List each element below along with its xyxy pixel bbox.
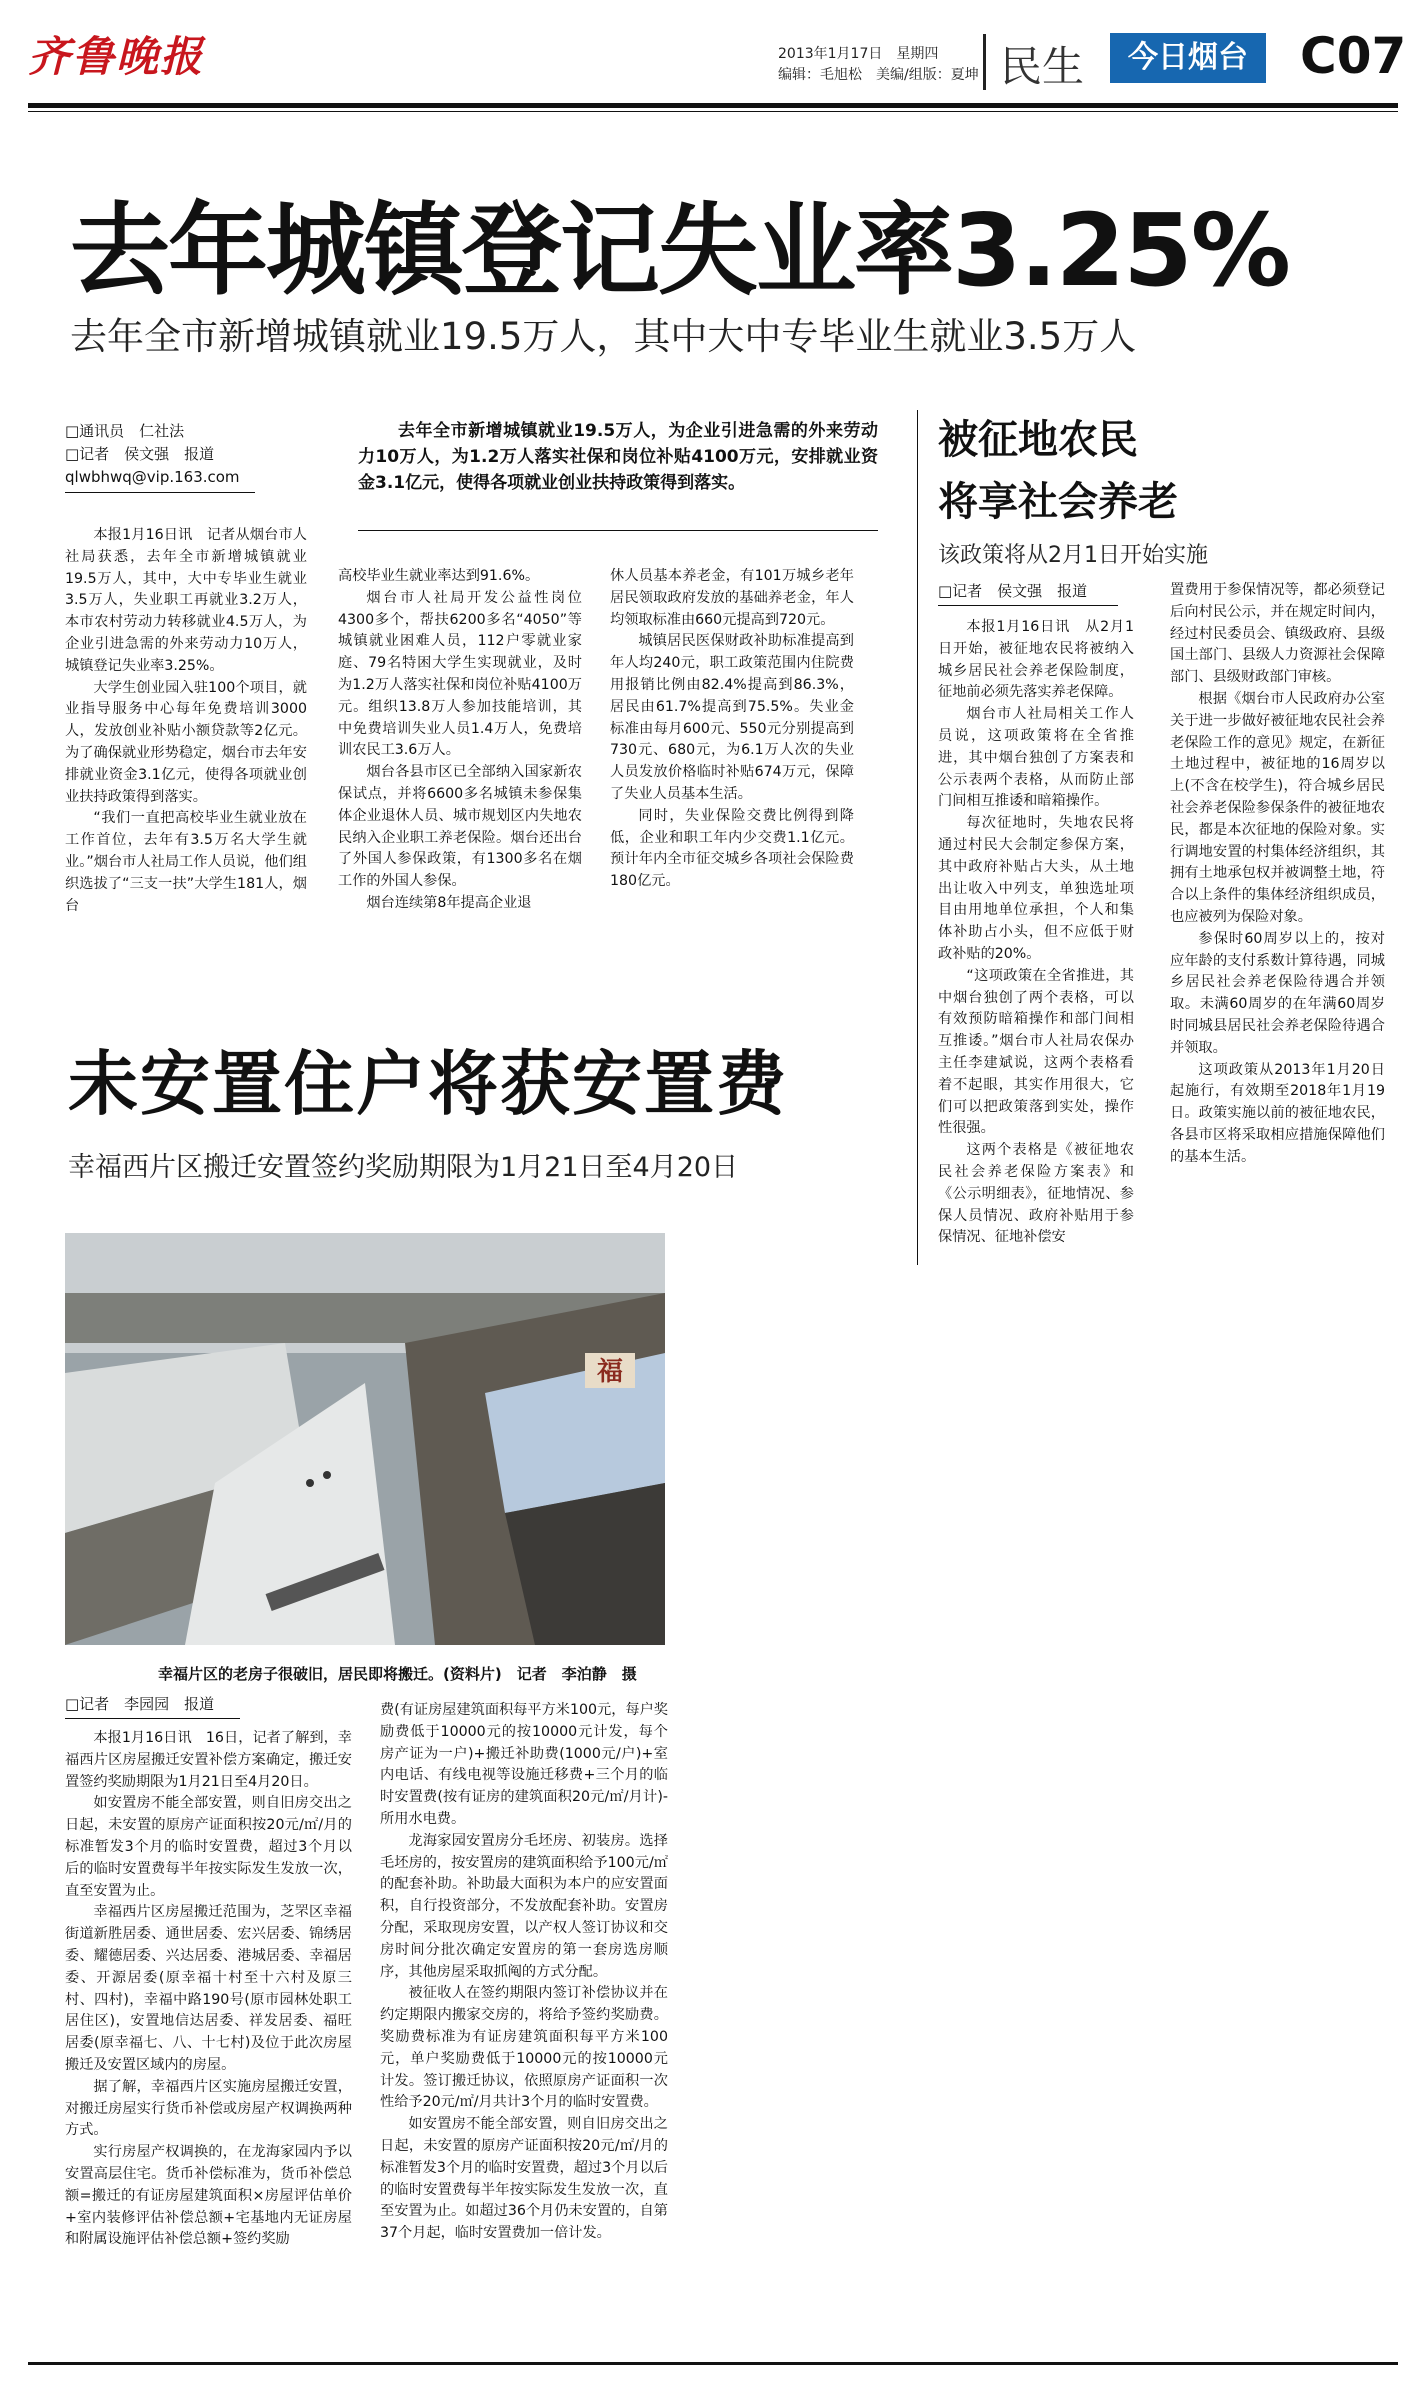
story2-column-2 (1170, 580, 1385, 1169)
issue-date: 2013年1月17日 星期四 (778, 46, 939, 62)
alley-photo-illustration (65, 1233, 665, 1645)
title-line: 将享社会养老 (938, 479, 1178, 525)
paragraph: 实行房屋产权调换的，在龙海家园内予以安置高层住宅。货币补偿标准为，货币补偿总额=搬迁的有证房屋建筑面积×房屋评估单价+室内装修评估补偿总额+宅基地内无证房屋和附属设施评估补偿总额+签约奖励 (65, 2144, 352, 2248)
paragraph: 本报1月16日讯 记者从烟台市人社局获悉，去年全市新增城镇就业19.5万人，其中，大中专毕业生就业3.5万人，失业职工再就业3.2万人，本市农村劳动力转移就业4.5万人，为企业引进急需的外来劳动力10万人，城镇登记失业率3.25%。 (65, 527, 307, 674)
paragraph: 幸福西片区房屋搬迁范围为，芝罘区幸福街道新胜居委、通世居委、宏兴居委、锦绣居委、耀德居委、兴达居委、港城居委、幸福居委、开源居委(原幸福十村至十六村及原三村、四村)，幸福中路190号(原市园林处职工居住区)，安置地信达居委、祥发居委、福旺居委(原幸福七、八、十七村)及位于此次房屋搬迁及安置区域内的房屋。 (65, 1904, 352, 2073)
byline-line: □通讯员 仁社法 (65, 422, 185, 440)
paragraph: 如安置房不能全部安置，则自旧房交出之日起，未安置的原房产证面积按20元/㎡/月的标准暂发3个月的临时安置费，超过3个月以后的临时安置费每半年按实际发生发放一次，直至安置为止。 (65, 1795, 352, 1899)
story3-column-2 (380, 1700, 668, 2245)
column-divider (917, 410, 918, 1265)
paragraph: 本报1月16日讯 16日，记者了解到，幸福西片区房屋搬迁安置补偿方案确定，搬迁安置签约奖励期限为1月21日至4月20日。 (65, 1730, 352, 1790)
story2-column-1 (938, 617, 1134, 1249)
story2-subhead: 该政策将从2月1日开始实施 (938, 543, 1208, 568)
story3-byline: □记者 李园园 报道 (65, 1695, 215, 1713)
story2-byline: □记者 侯文强 报道 (938, 582, 1088, 600)
story1-column-1 (65, 525, 307, 917)
paragraph: 烟台市人社局相关工作人员说，这项政策将在全省推进，其中烟台独创了方案表和公示表两个表格，从而防止部门间相互推诿和暗箱操作。 (938, 706, 1134, 810)
edition-tag: 今日烟台 (1110, 33, 1266, 83)
paragraph: 高校毕业生就业率达到91.6%。 (338, 568, 540, 584)
paragraph: 根据《烟台市人民政府办公室关于进一步做好被征地农民社会养老保险工作的意见》规定，在新征土地过程中，被征地的16周岁以上(不含在校学生)，符合城乡居民社会养老保险参保条件的被征地农民，都是本次征地的保险对象。实行调地安置的村集体经济组织，其拥有土地承包权并被调整土地，符合以上条件的集体经济组织成员，也应被列为保险对象。 (1170, 690, 1385, 925)
paragraph: 每次征地时，失地农民将通过村民大会制定参保方案，其中政府补贴占大头，从土地出让收入中列支，单独选址项目由用地单位承担，个人和集体补助占小头，但不应低于财政补贴的20%。 (938, 815, 1134, 962)
paragraph: 大学生创业园入驻100个项目，就业指导服务中心每年免费培训3000人，发放创业补贴小额贷款等2亿元。为了确保就业形势稳定，烟台市去年安排就业资金3.1亿元，使得各项就业创业扶持政策得到落实。 (65, 679, 307, 805)
header-divider (983, 34, 986, 90)
issue-meta (778, 44, 979, 86)
paragraph: 龙海家园安置房分毛坯房、初装房。选择毛坯房的，按安置房的建筑面积给予100元/㎡的配套补助。补助最大面积为本户的应安置面积，自行投资部分，不发放配套补助。安置房分配，采取现房安置，以产权人签订协议和交房时间分批次确定安置房的第一套房选房顺序，其他房屋采取抓阄的方式分配。 (380, 1832, 668, 1980)
news-photo (65, 1233, 665, 1645)
paragraph: 如安置房不能全部安置，则自旧房交出之日起，未安置的原房产证面积按20元/㎡/月的标准暂发3个月的临时安置费，超过3个月以后的临时安置费每半年按实际发生发放一次，直至安置为止。如超过36个月仍未安置的，自第37个月起，临时安置费加一倍计发。 (380, 2116, 668, 2242)
story3-subhead: 幸福西片区搬迁安置签约奖励期限为1月21日至4月20日 (68, 1152, 739, 1183)
byline-line: □记者 侯文强 报道 (65, 445, 215, 463)
footer-rule (28, 2362, 1398, 2365)
paragraph: 这项政策从2013年1月20日起施行，有效期至2018年1月19日。政策实施以前的被征地农民，各县市区将采取相应措施保障他们的基本生活。 (1170, 1061, 1385, 1165)
paragraph: 置费用于参保情况等，都必须登记后向村民公示，并在规定时间内，经过村民委员会、镇级政府、县级国土部门、县级人力资源社会保障部门、县级财政部门审核。 (1170, 582, 1385, 686)
title-line: 被征地农民 (938, 417, 1138, 463)
photo-sign-text: 福 (597, 1357, 624, 1387)
story1-subhead: 去年全市新增城镇就业19.5万人，其中大中专毕业生就业3.5万人 (70, 315, 1137, 358)
story1-headline: 去年城镇登记失业率3.25% (70, 192, 1289, 309)
photo-caption: 幸福片区的老房子很破旧，居民即将搬迁。(资料片) 记者 李泊静 摄 (158, 1665, 637, 1683)
byline-email: qlwbhwq@vip.163.com (65, 468, 240, 486)
byline-underline (65, 492, 255, 493)
paragraph: 被征收人在签约期限内签订补偿协议并在约定期限内搬家交房的，将给予签约奖励费。奖励费标准为有证房建筑面积每平方米100元，单户奖励费低于10000元的按10000元计发。签订搬迁协议，依照原房产证面积一次性给予20元/㎡/月共计3个月的临时安置费。 (380, 1985, 668, 2111)
paragraph: 费(有证房屋建筑面积每平方米100元，每户奖励费低于10000元的按10000元计发，每个房产证为一户)+搬迁补助费(1000元/户)+室内电话、有线电视等设施迁移费+三个月的临时安置费(按有证房的建筑面积20元/㎡/月计)-所用水电费。 (380, 1702, 668, 1827)
paragraph: 烟台市人社局开发公益性岗位4300多个，帮扶6200多名“4050”等城镇就业困难人员，112户零就业家庭、79名特困大学生实现就业，及时为1.2万人落实社保和岗位补贴4100万元。组织13.8万人参加技能培训，其中免费培训失业人员1.4万人，免费培训农民工3.6万人。 (338, 589, 582, 759)
paragraph: 城镇居民医保财政补助标准提高到年人均240元，职工政策范围内住院费用报销比例由82.4%提高到86.3%，居民由61.7%提高到75.5%。失业金标准由每月600元、550元分别提高到730元、680元，为6.1万人次的失业人员发放价格临时补贴674万元，保障了失业人员基本生活。 (610, 633, 854, 802)
header-rule (28, 103, 1398, 108)
story2-title (938, 409, 1178, 533)
paragraph: 本报1月16日讯 从2月1日开始，被征地农民将被纳入城乡居民社会养老保险制度，征地前必须先落实养老保障。 (938, 619, 1134, 701)
paragraph: “我们一直把高校毕业生就业放在工作首位，去年有3.5万名大学生就业。”烟台市人社局工作人员说，他们组织选拔了“三支一扶”大学生181人，烟台 (65, 810, 307, 914)
page-number: C07 (1300, 27, 1407, 85)
editor-credits: 编辑：毛旭松 美编/组版：夏坤 (778, 67, 979, 83)
paragraph: “这项政策在全省推进，其中烟台独创了两个表格，可以有效预防暗箱操作和部门间相互推诿。”烟台市人社局农保办主任李建斌说，这两个表格看着不起眼，其实作用很大，它们可以把政策落到实处，操作性很强。 (938, 967, 1134, 1137)
lead-underline (358, 530, 878, 531)
paragraph: 据了解，幸福西片区实施房屋搬迁安置，对搬迁房屋实行货币补偿或房屋产权调换两种方式。 (65, 2078, 352, 2139)
byline-underline (65, 1718, 240, 1719)
paragraph: 休人员基本养老金，有101万城乡老年居民领取政府发放的基础养老金，年人均领取标准由660元提高到720元。 (610, 568, 854, 628)
paragraph: 同时，失业保险交费比例得到降低，企业和职工年内少交费1.1亿元。预计年内全市征交城乡各项社会保险费180亿元。 (610, 807, 854, 890)
story1-column-3 (610, 566, 854, 893)
story1-byline (65, 420, 240, 489)
paragraph: 烟台各县市区已全部纳入国家新农保试点，并将6600多名城镇未参保集体企业退休人员、城市规划区内失地农民纳入企业职工养老保险。烟台还出台了外国人参保政策，有1300多名在烟工作的外国人参保。 (338, 764, 582, 890)
paragraph: 这两个表格是《被征地农民社会养老保险方案表》和《公示明细表》，征地情况、参保人员情况、政府补贴用于参保情况、征地补偿安 (938, 1142, 1134, 1246)
story3-headline: 未安置住户将获安置费 (68, 1043, 788, 1125)
story1-column-2 (338, 566, 582, 915)
byline-underline (938, 605, 1118, 606)
header-rule-thin (28, 111, 1398, 112)
paragraph: 参保时60周岁以上的，按对应年龄的支付系数计算待遇，同城乡居民社会养老保险待遇合并领取。未满60周岁的在年满60周岁时同城县居民社会养老保险待遇合并领取。 (1170, 930, 1385, 1056)
section-name: 民生 (1000, 42, 1085, 91)
story3-column-1 (65, 1728, 352, 2251)
paragraph: 烟台连续第8年提高企业退 (366, 894, 532, 911)
story1-lead: 去年全市新增城镇就业19.5万人，为企业引进急需的外来劳动力10万人，为1.2万人落实社保和岗位补贴4100万元，安排就业资金3.1亿元，使得各项就业创业扶持政策得到落实。 (358, 421, 878, 493)
newspaper-logo: 齐鲁晚报 (28, 32, 205, 81)
